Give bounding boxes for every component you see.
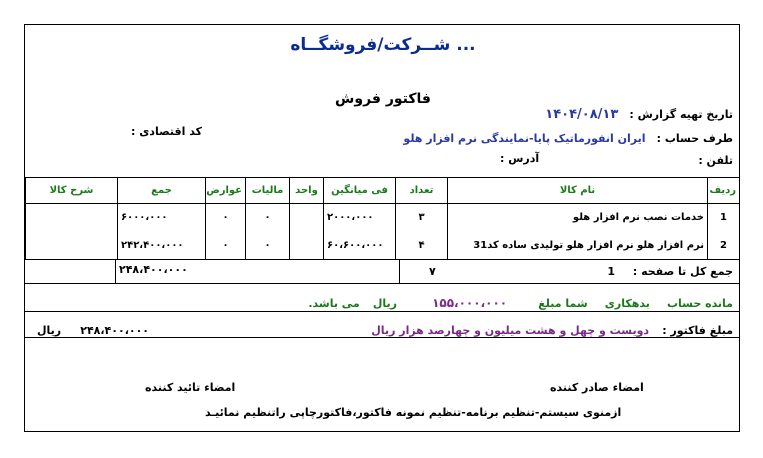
report-date-label: تاریخ تهیه گزارش : bbox=[629, 108, 733, 121]
balance-row bbox=[308, 292, 733, 311]
page-total-row bbox=[607, 265, 733, 278]
footer-note: ازمنوی سیستم-تنظیم برنامه-تنظیم نمونه فاکتور،فاکتورچاپی راتنظیم نمائیـد bbox=[205, 406, 622, 419]
cell-quantity: ۳ bbox=[396, 204, 448, 232]
invoice-amount-unit: ریال bbox=[37, 324, 62, 337]
issuer-signature: امضاء صادر کننده bbox=[550, 381, 644, 394]
balance-unit: ریال bbox=[372, 297, 397, 310]
divider bbox=[399, 259, 400, 283]
col-header-description: شرح کالا bbox=[26, 178, 118, 204]
economic-code-label: کد اقتصادی : bbox=[131, 125, 202, 138]
invoice-amount-number: ۲۴۸،۴۰۰،۰۰۰ bbox=[80, 324, 150, 337]
cell-unit bbox=[290, 232, 324, 260]
company-name: ... شــرکت/فروشگــاه bbox=[290, 35, 476, 55]
address-label: آدرس : bbox=[500, 152, 540, 165]
balance-amount: ۱۵۵،۰۰۰،۰۰۰ bbox=[432, 296, 508, 310]
col-header-avg-price: فی میانگین bbox=[324, 178, 396, 204]
cell-avg-price: ۲۰۰۰،۰۰۰ bbox=[324, 204, 396, 232]
col-header-quantity: تعداد bbox=[396, 178, 448, 204]
items-table bbox=[25, 177, 740, 260]
phone-label: تلفن : bbox=[698, 154, 733, 167]
cell-toll: ۰ bbox=[206, 232, 246, 260]
sum-total: ۲۴۸،۴۰۰،۰۰۰ bbox=[119, 263, 188, 276]
approver-signature: امضاء تائید کننده bbox=[145, 381, 236, 394]
invoice-amount-number-row bbox=[37, 319, 149, 338]
invoice-amount-row bbox=[371, 319, 733, 338]
cell-row-number: 2 bbox=[708, 232, 740, 260]
account-value: ایران انفورماتیک پایا-نمایندگی نرم افزار هلو bbox=[403, 132, 646, 145]
qty-total: ۷ bbox=[429, 265, 436, 278]
cell-row-number: 1 bbox=[708, 204, 740, 232]
cell-avg-price: ۶۰،۶۰۰،۰۰۰ bbox=[324, 232, 396, 260]
invoice-frame bbox=[24, 24, 740, 432]
divider bbox=[25, 311, 739, 312]
balance-status: بدهکاری bbox=[604, 297, 650, 310]
col-header-item-name: نام کالا bbox=[448, 178, 708, 204]
invoice-title: فاکتور فروش bbox=[335, 91, 431, 107]
cell-description bbox=[26, 204, 118, 232]
table-row bbox=[26, 204, 740, 232]
page-count: 1 bbox=[607, 265, 615, 278]
cell-total: ۲۴۲،۴۰۰،۰۰۰ bbox=[118, 232, 206, 260]
cell-description bbox=[26, 232, 118, 260]
balance-label: مانده حساب bbox=[666, 297, 733, 310]
cell-unit bbox=[290, 204, 324, 232]
divider bbox=[115, 259, 116, 283]
account-row bbox=[403, 127, 733, 146]
cell-tax: ۰ bbox=[246, 204, 290, 232]
col-header-total: جمع bbox=[118, 178, 206, 204]
table-header-row bbox=[26, 178, 740, 204]
balance-suffix: می باشد. bbox=[308, 297, 360, 310]
invoice-amount-label: مبلغ فاکتور : bbox=[662, 324, 733, 337]
report-date-row bbox=[545, 103, 733, 122]
cell-tax: ۰ bbox=[246, 232, 290, 260]
report-date-value: ۱۴۰۴/۰۸/۱۳ bbox=[545, 107, 619, 122]
invoice-amount-words: دویست و چهل و هشت میلیون و چهارصد هزار ریال bbox=[371, 324, 650, 337]
col-header-unit: واحد bbox=[290, 178, 324, 204]
col-header-row-number: ردیف bbox=[708, 178, 740, 204]
col-header-tax: مالیات bbox=[246, 178, 290, 204]
cell-total: ۶۰۰۰،۰۰۰ bbox=[118, 204, 206, 232]
balance-your-amount: شما مبلغ bbox=[538, 297, 588, 310]
table-row bbox=[26, 232, 740, 260]
page-total-label: جمع کل تا صفحه : bbox=[632, 265, 733, 278]
col-header-toll: عوارض bbox=[206, 178, 246, 204]
cell-quantity: ۴ bbox=[396, 232, 448, 260]
divider bbox=[25, 283, 739, 284]
cell-toll: ۰ bbox=[206, 204, 246, 232]
divider bbox=[25, 337, 739, 338]
cell-item-name: نرم افزار هلو نرم افزار هلو تولیدی ساده کد31 bbox=[448, 232, 708, 260]
account-label: طرف حساب : bbox=[656, 132, 733, 145]
cell-item-name: خدمات نصب نرم افزار هلو bbox=[448, 204, 708, 232]
